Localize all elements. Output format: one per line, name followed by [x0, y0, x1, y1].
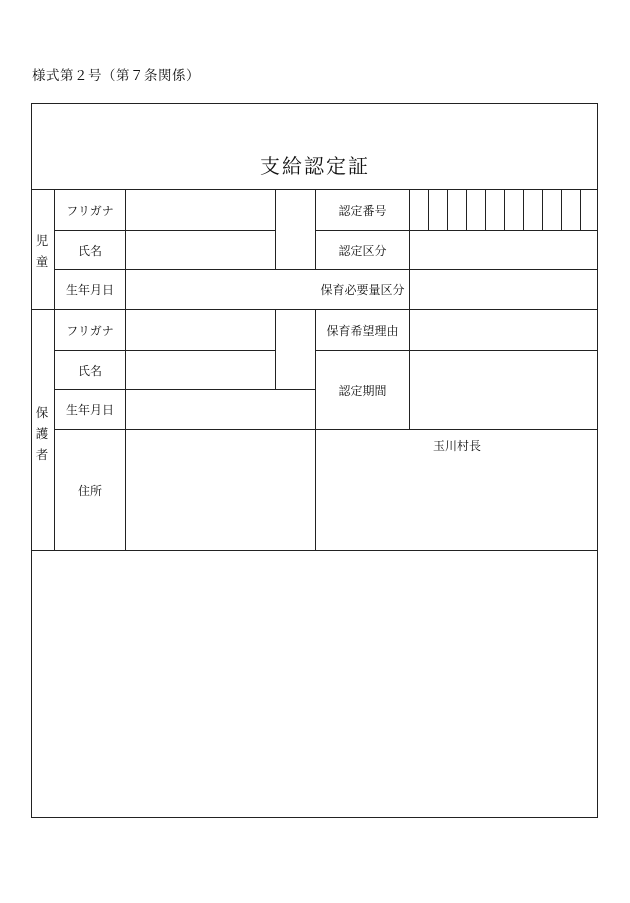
cert-number-digit[interactable]	[505, 190, 523, 230]
guardian-section-label: 保護者	[35, 405, 49, 462]
guardian-name-label: 氏名	[77, 363, 102, 378]
cert-period-field[interactable]	[410, 351, 598, 429]
remarks-area	[32, 551, 597, 817]
child-furigana-label: フリガナ	[66, 203, 114, 218]
guardian-address-label: 住所	[77, 483, 102, 498]
cert-number-digit[interactable]	[448, 190, 466, 230]
cert-number-digit[interactable]	[562, 190, 580, 230]
document-title: 支給認定証	[260, 154, 370, 178]
need-level-field[interactable]	[410, 270, 598, 309]
child-dob-field[interactable]	[126, 270, 315, 309]
need-level-label: 保育必要量区分	[320, 283, 405, 297]
child-name-field[interactable]	[126, 231, 275, 269]
cert-number-digit[interactable]	[467, 190, 485, 230]
preferred-reason-field[interactable]	[410, 310, 598, 350]
guardian-dob-label: 生年月日	[65, 403, 114, 417]
issuer-name: 玉川村長	[432, 439, 481, 453]
grid-line	[275, 189, 276, 269]
cert-number-label: 認定番号	[338, 203, 387, 218]
guardian-name-field[interactable]	[126, 351, 275, 389]
guardian-furigana-field[interactable]	[126, 310, 275, 350]
grid-line	[275, 309, 276, 389]
guardian-dob-field[interactable]	[126, 390, 315, 429]
form-number: 様式第２号（第７条関係）	[32, 68, 200, 84]
cert-number-digit[interactable]	[524, 190, 542, 230]
child-furigana-field[interactable]	[126, 190, 275, 230]
guardian-address-field[interactable]	[126, 430, 315, 550]
cert-category-label: 認定区分	[338, 243, 387, 258]
cert-number-digit[interactable]	[581, 190, 598, 230]
child-dob-label: 生年月日	[65, 283, 114, 297]
cert-period-label: 認定期間	[338, 383, 387, 398]
cert-category-field[interactable]	[410, 231, 598, 269]
cert-number-digit[interactable]	[410, 190, 428, 230]
cert-number-digit[interactable]	[429, 190, 447, 230]
guardian-furigana-label: フリガナ	[66, 323, 114, 338]
cert-number-digit[interactable]	[543, 190, 561, 230]
child-section-label: 児童	[35, 233, 49, 269]
cert-number-digit[interactable]	[486, 190, 504, 230]
child-name-label: 氏名	[77, 243, 102, 258]
preferred-reason-label: 保育希望理由	[326, 323, 399, 338]
